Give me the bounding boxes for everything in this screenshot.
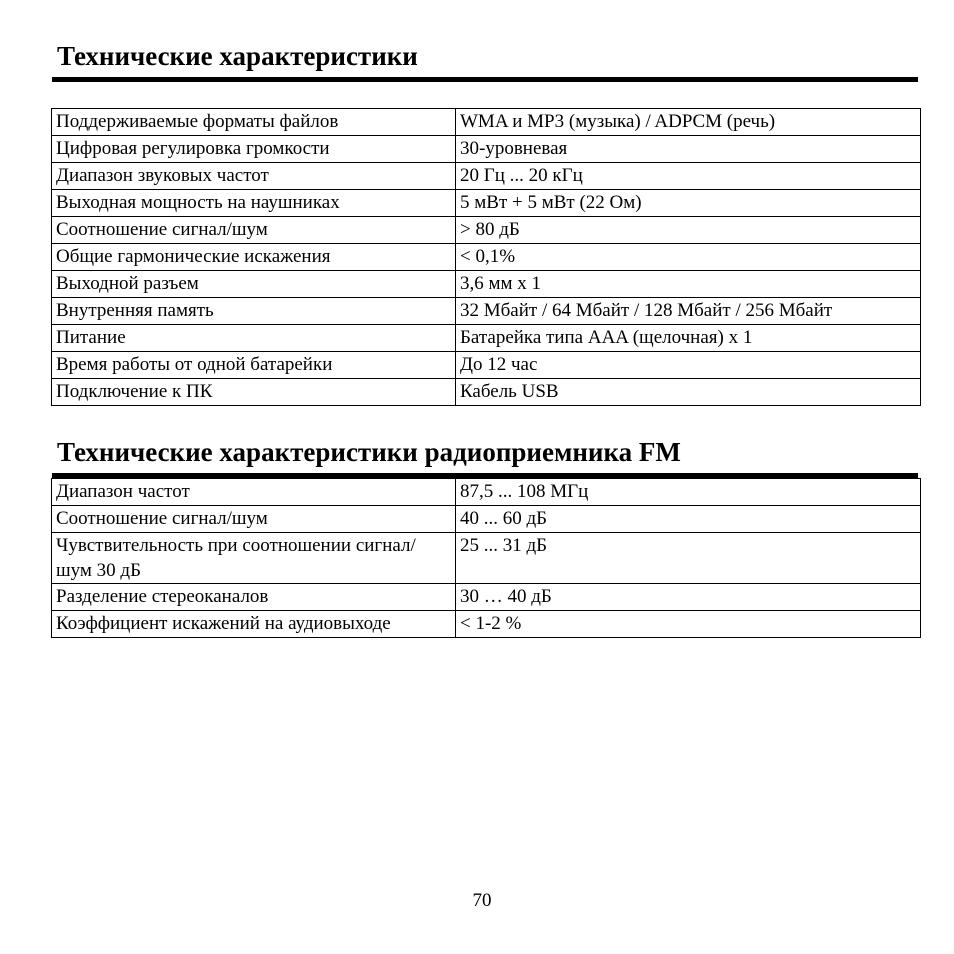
spec-value: > 80 дБ [456, 217, 921, 244]
spec-value: 32 Мбайт / 64 Мбайт / 128 Мбайт / 256 Мбайт [456, 298, 921, 325]
spec-value: До 12 час [456, 352, 921, 379]
spec-value: 25 ... 31 дБ [456, 533, 921, 584]
spec-value: < 1-2 % [456, 611, 921, 638]
spec-value: 30-уровневая [456, 136, 921, 163]
spec-label: Диапазон звуковых частот [52, 163, 456, 190]
specs-table [51, 108, 921, 406]
spec-value: WMA и MP3 (музыка) / ADPCM (речь) [456, 109, 921, 136]
page-number: 70 [472, 890, 492, 911]
table-row [52, 479, 921, 506]
table-row [52, 298, 921, 325]
spec-value: 20 Гц ... 20 кГц [456, 163, 921, 190]
spec-label: Соотношение сигнал/шум [52, 506, 456, 533]
table-row [52, 109, 921, 136]
spec-label: Разделение стереоканалов [52, 584, 456, 611]
spec-value: Батарейка типа AAA (щелочная) x 1 [456, 325, 921, 352]
section-heading-specs: Технические характеристики [57, 41, 418, 71]
spec-value: 87,5 ... 108 МГц [456, 479, 921, 506]
table-row [52, 244, 921, 271]
table-row [52, 379, 921, 406]
spec-value: Кабель USB [456, 379, 921, 406]
table-row [52, 584, 921, 611]
spec-label: Поддерживаемые форматы файлов [52, 109, 456, 136]
table-row [52, 352, 921, 379]
spec-value: 5 мВт + 5 мВт (22 Ом) [456, 190, 921, 217]
spec-label: Время работы от одной батарейки [52, 352, 456, 379]
spec-label: Цифровая регулировка громкости [52, 136, 456, 163]
spec-label: Питание [52, 325, 456, 352]
table-row [52, 506, 921, 533]
spec-label: Чувствительность при соотношении сигнал/шум 30 дБ [52, 533, 456, 584]
spec-label: Общие гармонические искажения [52, 244, 456, 271]
table-row [52, 136, 921, 163]
spec-label: Диапазон частот [52, 479, 456, 506]
spec-label: Внутренняя память [52, 298, 456, 325]
section-heading-fm-specs: Технические характеристики радиоприемника FM [57, 437, 681, 467]
fm-specs-table [51, 478, 921, 638]
spec-value: 40 ... 60 дБ [456, 506, 921, 533]
spec-label: Выходная мощность на наушниках [52, 190, 456, 217]
heading-rule [52, 77, 918, 82]
spec-label: Коэффициент искажений на аудиовыходе [52, 611, 456, 638]
table-row [52, 325, 921, 352]
table-row [52, 217, 921, 244]
spec-value: 30 … 40 дБ [456, 584, 921, 611]
spec-value: < 0,1% [456, 244, 921, 271]
spec-label: Соотношение сигнал/шум [52, 217, 456, 244]
table-row [52, 271, 921, 298]
table-row [52, 533, 921, 584]
table-row [52, 611, 921, 638]
spec-label: Подключение к ПК [52, 379, 456, 406]
spec-label: Выходной разъем [52, 271, 456, 298]
spec-value: 3,6 мм x 1 [456, 271, 921, 298]
table-row [52, 163, 921, 190]
table-row [52, 190, 921, 217]
